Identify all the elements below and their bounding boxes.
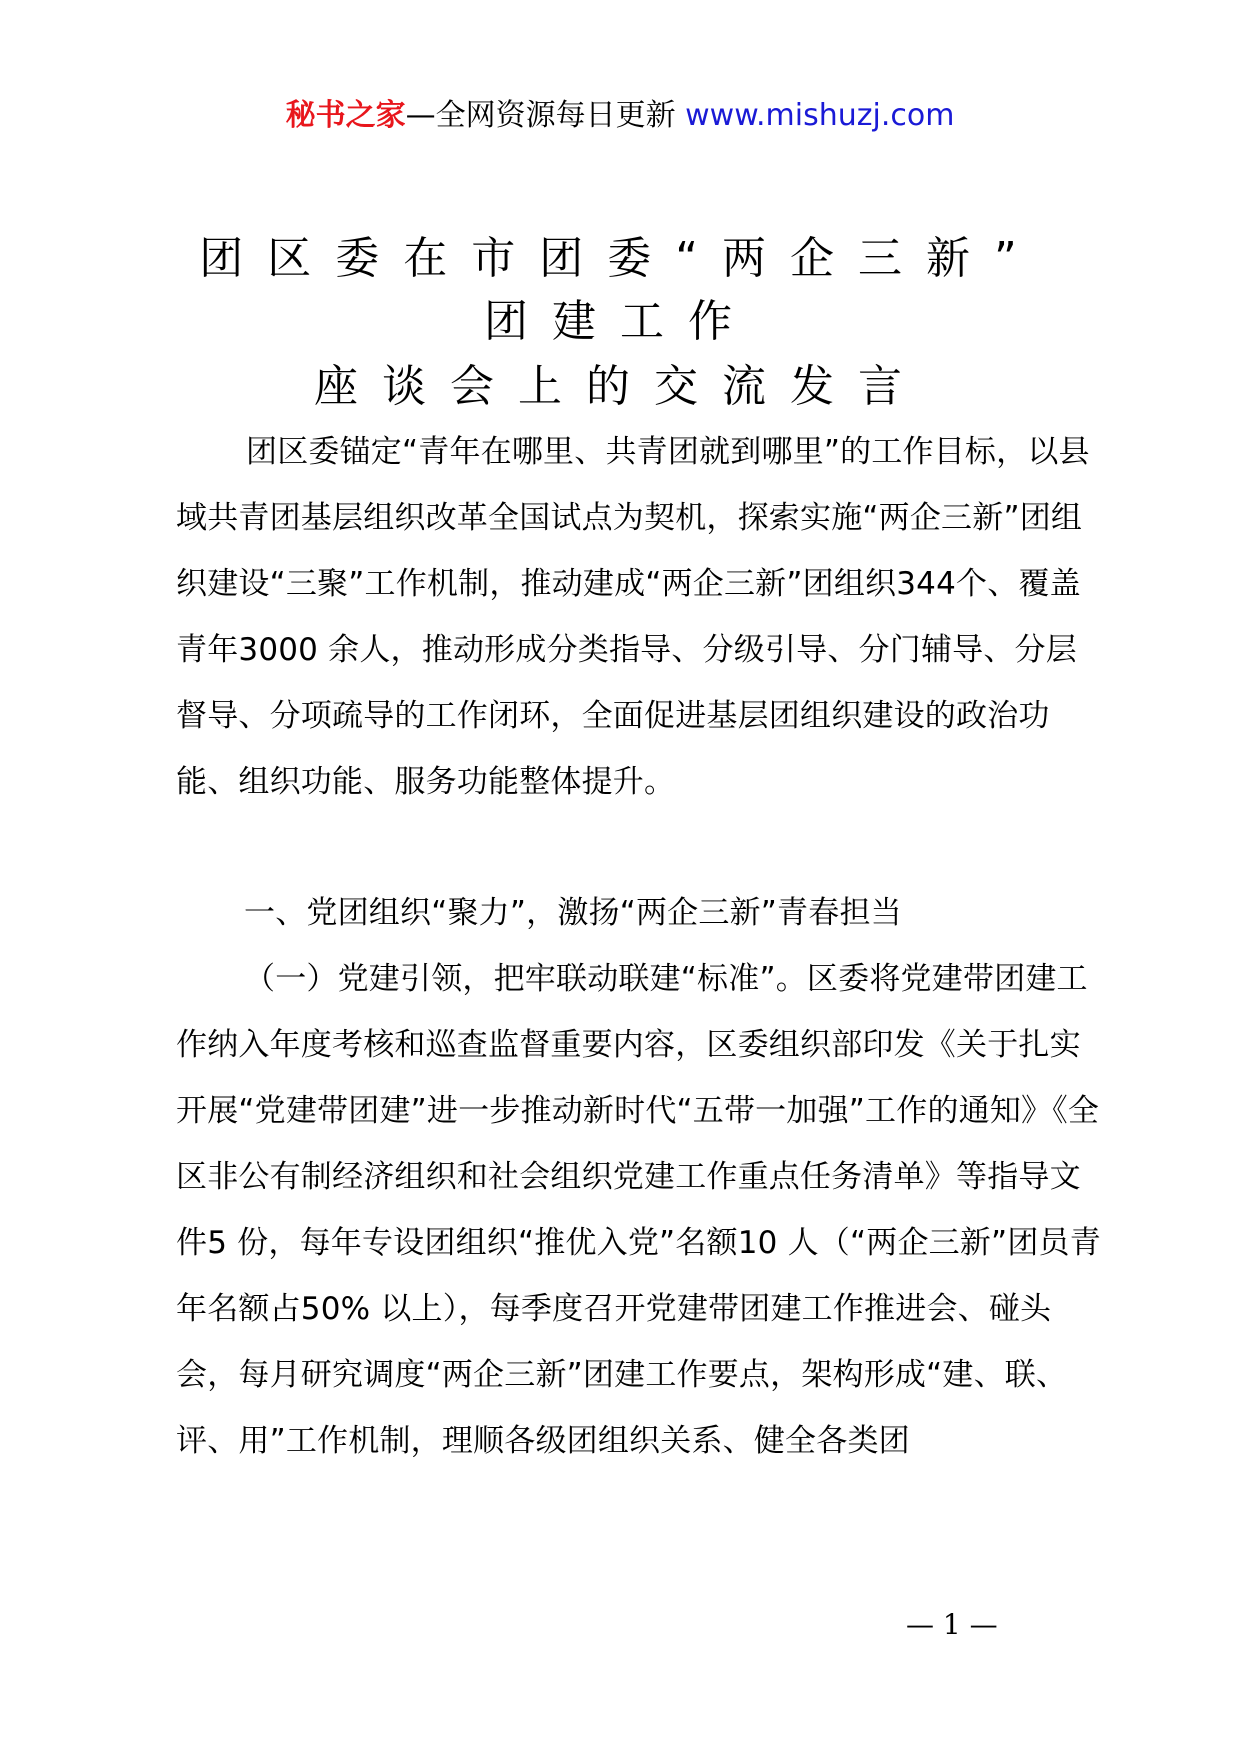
site-url-link[interactable]: www.mishuzj.com xyxy=(685,98,955,133)
site-header xyxy=(0,96,1240,136)
section-heading xyxy=(176,880,1108,946)
section-paragraph xyxy=(176,946,1108,1474)
brand-name: 秘书之家 xyxy=(285,98,406,133)
page-number: — 1 — xyxy=(906,1608,998,1641)
section-1-paragraph-1: （一）党建引领，把牢联动联建“标准”。区委将党建带团建工作纳入年度考核和巡查监督重要内容，区委组织部印发《关于扎实开展“党建带团建”进一步推动新时代“五带一加强”工作的通知》《全区非公有制经济组织和社会组织党建工作重点任务清单》等指导文件5 份，每年专设团组织“推优入党”名额10 人（“两企三新”团员青年名额占50% 以上），每季度召开党建带团建工作推进会、碰头会，每月研究调度“两企三新”团建工作要点，架构形成“建、联、评、用”工作机制，理顺各级团组织关系、健全各类团 xyxy=(176,961,1101,1459)
document-title-line-3: 座谈会上的交流发言 xyxy=(314,361,926,412)
document-title-line-1: 团区委在市团委“两企三新” xyxy=(199,233,1041,284)
intro-paragraph xyxy=(176,419,1108,815)
section-1-heading: 一、党团组织“聚力”，激扬“两企三新”青春担当 xyxy=(244,895,902,931)
intro-text: 团区委锚定“青年在哪里、共青团就到哪里”的工作目标，以县域共青团基层组织改革全国试点为契机，探索实施“两企三新”团组织建设“三聚”工作机制，推动建成“两企三新”团组织344个、覆盖青年3000 余人，推动形成分类指导、分级引导、分门辅导、分层督导、分项疏导的工作闭环，全面促进基层团组织建设的政治功能、组织功能、服务功能整体提升。 xyxy=(176,434,1090,800)
header-tagline: —全网资源每日更新 xyxy=(405,98,686,133)
document-title-line-2: 团建工作 xyxy=(484,296,756,347)
